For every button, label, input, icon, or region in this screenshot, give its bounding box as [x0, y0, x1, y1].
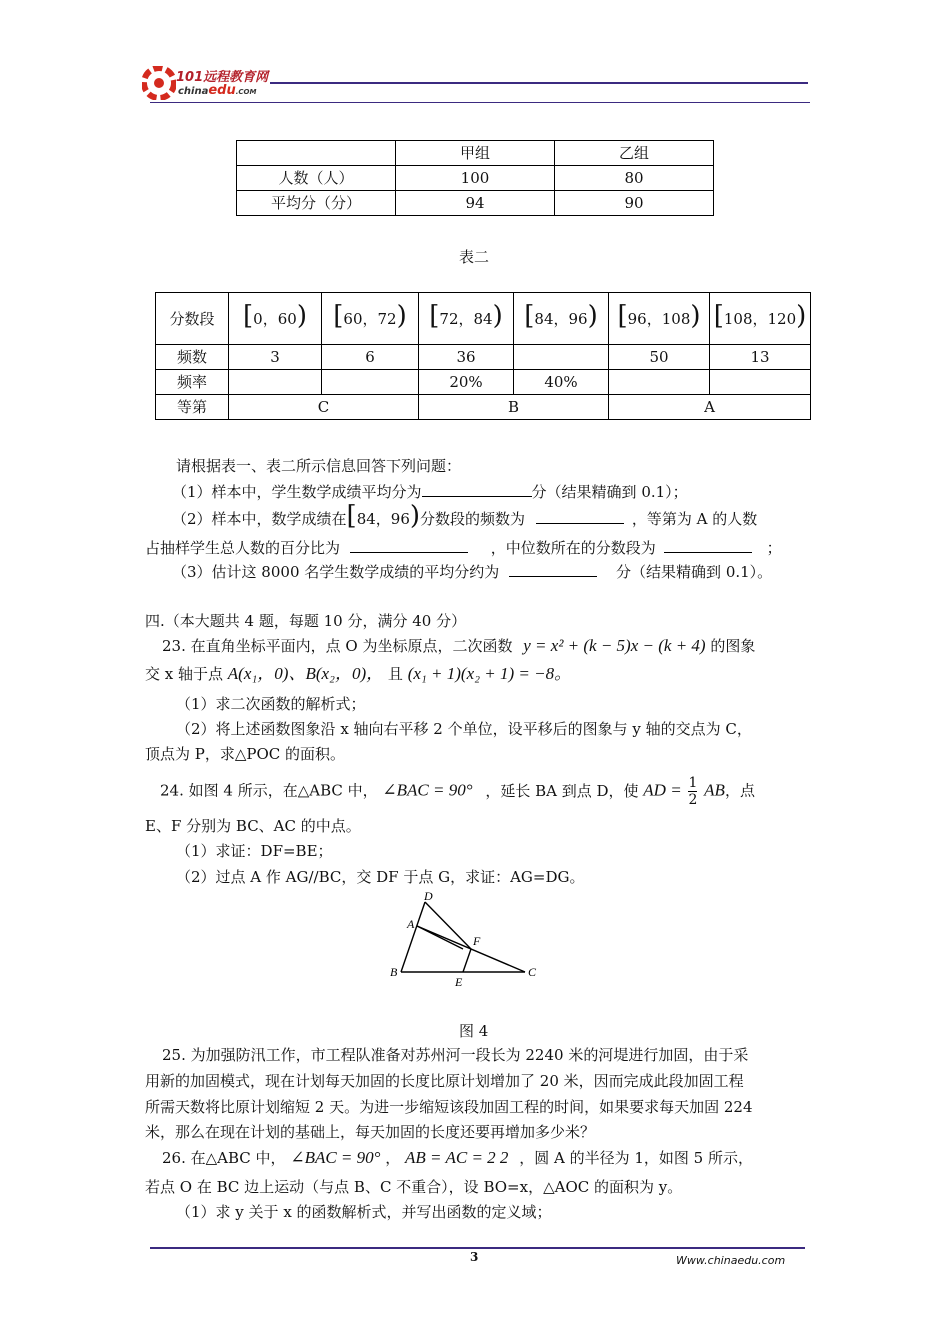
table-row — [156, 395, 811, 420]
question-2: （2）样本中，数学成绩在[84，96)分数段的频数为 ，等第为 A 的人数 — [172, 501, 758, 531]
question-23-1: （1）求二次函数的解析式； — [176, 695, 366, 713]
table-cell: 50 — [609, 345, 710, 370]
table-cell: 80 — [555, 166, 714, 191]
question-26: 26. 在△ABC 中， ∠BAC = 90° ， AB = AC = 2 2 ，圆 A 的半径为 1，如图 5 所示， — [162, 1148, 753, 1167]
question-25-line-3: 所需天数将比原计划缩短 2 天。为进一步缩短该段加固工程的时间，如果要求每天加固 224 — [145, 1098, 753, 1116]
figure-4 — [385, 890, 545, 990]
table-cell — [237, 141, 396, 166]
question-24: 24. 如图 4 所示，在△ABC 中， ∠BAC = 90° ，延长 BA 到点 D，使 AD = $\frac{1}{2}$ AB，点 — [160, 775, 755, 808]
question-25-line-4: 米，那么在现在计划的基础上，每天加固的长度还要再增加多少米？ — [145, 1123, 596, 1141]
figure-label-b: B — [390, 965, 398, 979]
table-cell: 90 — [555, 191, 714, 216]
table-cell: 100 — [396, 166, 555, 191]
table-cell: B — [419, 395, 609, 420]
footer-rule — [150, 1247, 805, 1249]
figure-label-e: E — [455, 975, 463, 989]
figure-label-a: A — [407, 917, 415, 931]
table-cell: 频数 — [156, 345, 229, 370]
figure-label-c: C — [528, 965, 537, 979]
table-row — [156, 370, 811, 395]
table-cell: 人数（人） — [237, 166, 396, 191]
table-cell: 平均分（分） — [237, 191, 396, 216]
table-cell — [322, 370, 419, 395]
question-23-2: （2）将上述函数图象沿 x 轴向右平移 2 个单位，设平移后的图象与 y 轴的交点为 C， — [176, 720, 752, 738]
question-2-cont: 占抽样学生总人数的百分比为 ，中位数所在的分数段为 ； — [145, 539, 782, 557]
table-cell: C — [229, 395, 419, 420]
questions-intro: 请根据表一、表二所示信息回答下列问题： — [176, 457, 462, 475]
table-cell: [72，84) — [419, 293, 514, 345]
table-cell: 13 — [710, 345, 811, 370]
logo-emblem-icon — [142, 66, 176, 100]
table-row — [156, 293, 811, 345]
question-25-line-2: 用新的加固模式，现在计划每天加固的长度比原计划增加了 20 米，因而完成此段加固工程 — [145, 1072, 744, 1090]
table-1 — [236, 140, 714, 216]
question-24-1: （1）求证：DF=BE； — [176, 842, 333, 860]
table-row — [237, 141, 714, 166]
figure-label-f: F — [473, 934, 481, 948]
table-cell — [710, 370, 811, 395]
page-number: 3 — [470, 1250, 479, 1264]
table-cell: 36 — [419, 345, 514, 370]
table-cell: 乙组 — [555, 141, 714, 166]
question-1: （1）样本中，学生数学成绩平均分为 分（结果精确到 0.1）； — [172, 483, 688, 501]
table-cell: 94 — [396, 191, 555, 216]
table-cell: 3 — [229, 345, 322, 370]
table-2-caption: 表二 — [459, 248, 490, 266]
table-cell: [84，96) — [514, 293, 609, 345]
table-cell: [0，60) — [229, 293, 322, 345]
table-cell: 频率 — [156, 370, 229, 395]
table-row — [156, 345, 811, 370]
logo-subtitle: chinaedu.COM — [178, 83, 257, 98]
question-23: 23. 在直角坐标平面内，点 O 为坐标原点，二次函数 y = x² + (k − 5)x − (k + 4) 的图象 — [162, 636, 756, 655]
question-26-cont: 若点 O 在 BC 边上运动（与点 B、C 不重合），设 BO=x，△AOC 的面积为 y。 — [145, 1178, 683, 1196]
table-cell: 等第 — [156, 395, 229, 420]
logo — [142, 62, 282, 102]
table-row — [237, 191, 714, 216]
table-cell — [229, 370, 322, 395]
header-rule — [270, 82, 808, 84]
question-3: （3）估计这 8000 名学生数学成绩的平均分约为 分（结果精确到 0.1）。 — [172, 563, 773, 581]
table-2 — [155, 292, 811, 420]
table-cell: [96，108) — [609, 293, 710, 345]
table-cell: 20% — [419, 370, 514, 395]
logo-title: 101远程教育网 — [176, 70, 269, 85]
table-cell: [108，120) — [710, 293, 811, 345]
question-23-cont: 交 x 轴于点 A(x₁，0)、B(x₂，0)， 且 (x₁ + 1)(x₂ + 1) = −8。 — [145, 664, 572, 683]
table-cell: A — [609, 395, 811, 420]
table-cell: [60，72) — [322, 293, 419, 345]
table-cell: 40% — [514, 370, 609, 395]
footer-url: Www.chinaedu.com — [676, 1254, 786, 1267]
question-23-2-cont: 顶点为 P，求△POC 的面积。 — [145, 745, 346, 763]
table-row — [237, 166, 714, 191]
figure-4-caption: 图 4 — [459, 1022, 489, 1040]
table-cell: 甲组 — [396, 141, 555, 166]
question-25-line-1: 25. 为加强防汛工作，市工程队准备对苏州河一段长为 2240 米的河堤进行加固，由于采 — [162, 1046, 749, 1064]
figure-label-d: D — [424, 890, 433, 903]
question-24-2: （2）过点 A 作 AG//BC，交 DF 于点 G，求证：AG=DG。 — [176, 868, 585, 886]
table-cell: 分数段 — [156, 293, 229, 345]
table-cell — [514, 345, 609, 370]
question-24-cont: E、F 分别为 BC、AC 的中点。 — [145, 817, 361, 835]
header-rule-thin — [150, 102, 810, 103]
table-cell — [609, 370, 710, 395]
question-26-1: （1）求 y 关于 x 的函数解析式，并写出函数的定义域； — [176, 1203, 552, 1221]
section-4-title: 四.（本大题共 4 题，每题 10 分，满分 40 分） — [145, 612, 467, 630]
table-cell: 6 — [322, 345, 419, 370]
